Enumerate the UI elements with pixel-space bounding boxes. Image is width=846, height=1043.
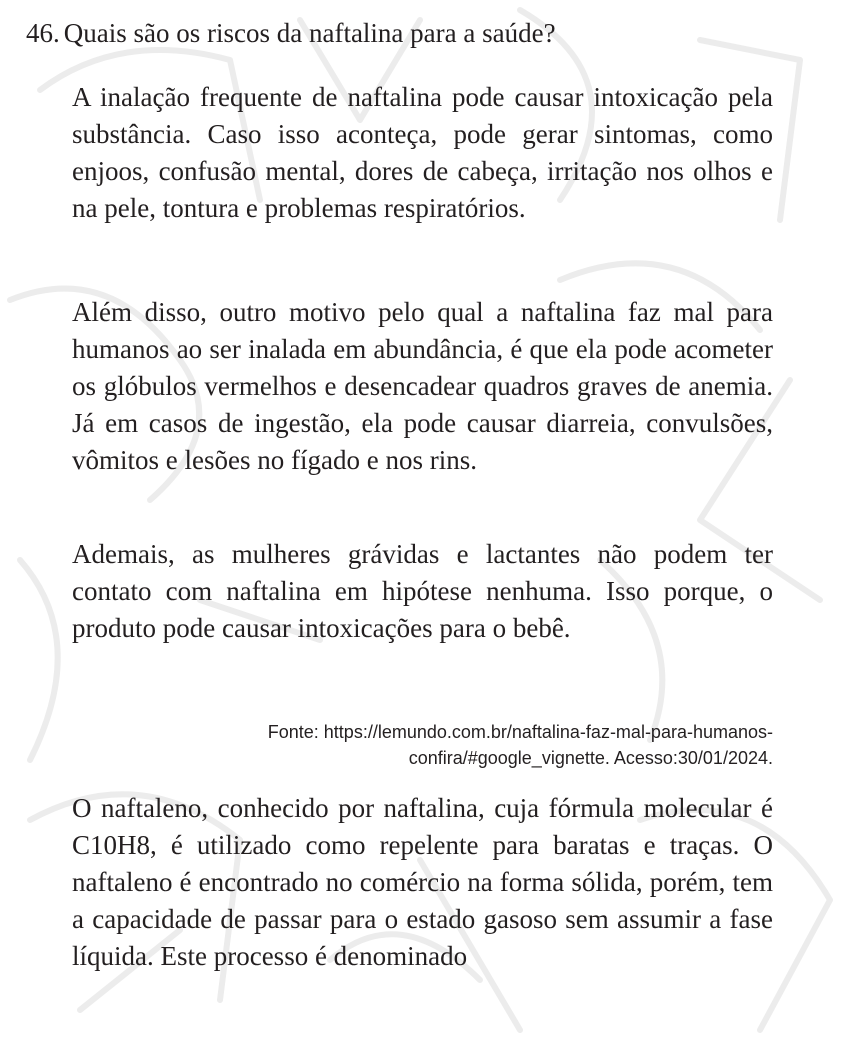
question-statement: O naftaleno, conhecido por naftalina, cuja fórmula molecular é C10H8, é utilizado como repelente para baratas e traças. O naftaleno é encontrado no comércio na forma sólida, porém, tem a capacidade de passar para o estado gasoso sem assumir a fase líquida. Este processo é denominado	[72, 793, 773, 971]
paragraph-pregnant-women: Ademais, as mulheres grávidas e lactantes não podem ter contato com naftalina em hipótese nenhuma. Isso porque, o produto pode causar intoxicações para o bebê.	[72, 539, 773, 643]
question-title: Quais são os riscos da naftalina para a saúde?	[63, 18, 556, 48]
source-line-1: Fonte: https://lemundo.com.br/naftalina-faz-mal-para-humanos-	[267, 722, 773, 742]
paragraph-anemia-ingestion: Além disso, outro motivo pelo qual a naftalina faz mal para humanos ao ser inalada em abundância, é que ela pode acometer os glóbulos vermelhos e desencadear quadros graves de anemia. Já em casos de ingestão, ela pode causar diarreia, convulsões, vômitos e lesões no fígado e nos rins.	[72, 297, 773, 475]
question-heading	[26, 16, 556, 50]
question-number: 46.	[26, 18, 60, 48]
source-line-2: confira/#google_vignette. Acesso:30/01/2024.	[408, 748, 773, 768]
paragraph-inhalation-risks: A inalação frequente de naftalina pode causar intoxicação pela substância. Caso isso aconteça, pode gerar sintomas, como enjoos, confusão mental, dores de cabeça, irritação nos olhos e na pele, tontura e problemas respiratórios.	[72, 82, 773, 223]
source-citation	[72, 719, 773, 771]
